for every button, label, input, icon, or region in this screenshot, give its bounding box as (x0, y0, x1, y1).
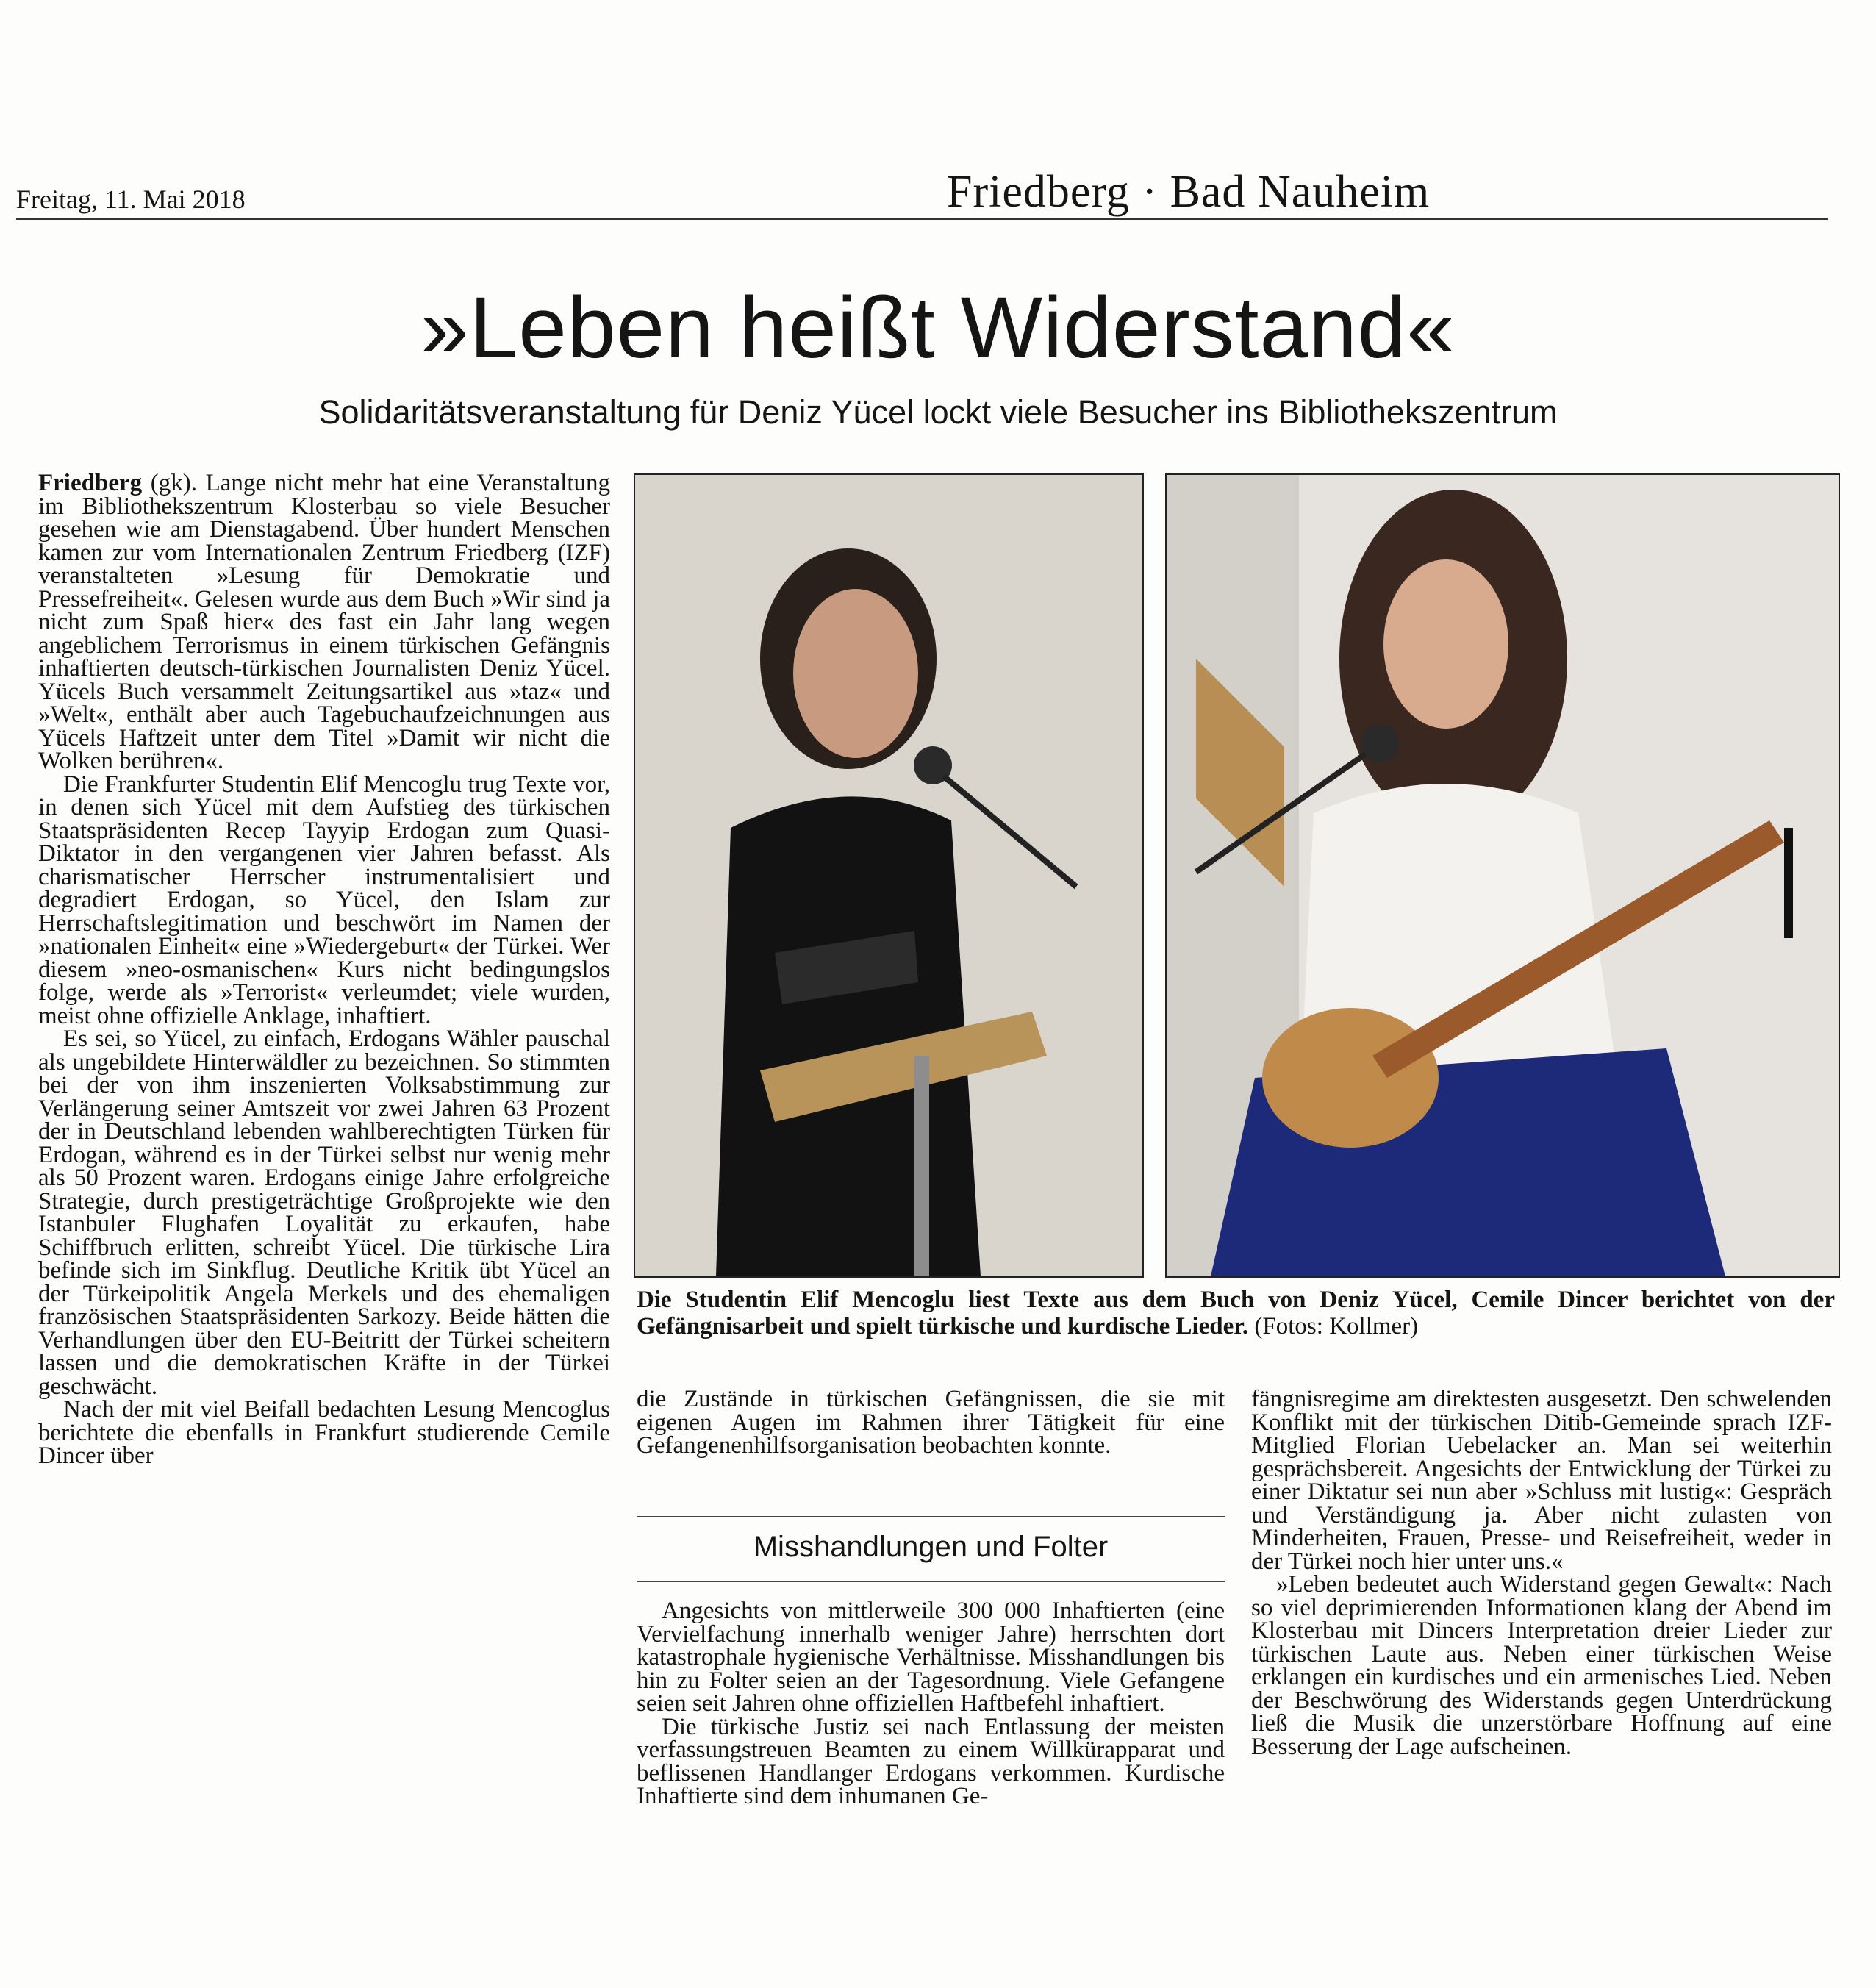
crosshead: Misshandlungen und Folter (753, 1531, 1109, 1563)
photo-reader-image (635, 475, 1142, 1276)
article-column-1 (38, 472, 610, 1468)
paragraph: Es sei, so Yücel, zu einfach, Erdogans Wähler pauschal als ungebildete Hinterwäldler zu bezeichnen. So stimmten bei der von ihm inszenierten Volksabstimmung zur Verlängerung seiner Amtszeit vor zwei Jahren 63 Prozent der in Deutschland lebenden wahlberechtigten Türken für Erdogan, während es in der Türkei selbst nur wenig mehr als 50 Prozent waren. Erdogans einige Jahre erfolgreiche Strategie, durch prestigeträchtige Großprojekte wie den Istanbuler Flughafen Loyalität zu erkaufen, habe Schiffbruch erlitten, schreibt Yücel. Die türkische Lira befinde sich im Sinkflug. Deutliche Kritik übt Yücel an der Türkeipolitik Angela Merkels und des ehemaligen französischen Staatspräsidenten Sarkozy. Beide hätten die Verhandlungen über den EU-Beitritt der Türkei scheitern lassen und die demokratischen Kräfte in der Türkei geschwächt. (38, 1026, 610, 1400)
paragraph: Nach der mit viel Beifall bedachten Lesung Mencoglus berichtete die ebenfalls in Frankfurt studierende Cemile Dincer über (38, 1396, 610, 1469)
paragraph: Die türkische Justiz sei nach Entlassung der meisten verfassungstreuen Beamten zu einem Willkürapparat und beflissenen Handlanger Erdogans verkommen. Kurdische Inhaftierte sind dem inhumanen Ge- (637, 1713, 1225, 1809)
photo-musician-image (1167, 475, 1839, 1276)
article-column-2-top (637, 1388, 1225, 1458)
paragraph: Die Frankfurter Studentin Elif Mencoglu trug Texte vor, in denen sich Yücel mit dem Aufstieg des türkischen Staatspräsidenten Recep Tayyip Erdogan zum Quasi-Diktator in den vergangenen vier Jahren befasst. Als charismatischer Herrscher instrumentalisiert und degradiert Erdogan, so Yücel, den Islam zur Herrschaftslegitimation und beschwört im Namen der »nationalen Einheit« eine »Wiedergeburt« der Türkei. Wer diesem »neo-osmanischen« Kurs nicht bedingungslos folge, werde als »Terrorist« verleumdet; viele wurden, meist ohne offizielle Anklage, inhaftiert. (38, 770, 610, 1029)
article-column-3 (1251, 1388, 1832, 1759)
subheadline: Solidaritätsveranstaltung für Deniz Yücel lockt viele Besucher ins Bibliothekszentrum (318, 393, 1558, 431)
paragraph-text: (gk). Lange nicht mehr hat eine Veranstaltung im Bibliothekszentrum Klosterbau so viele Besucher gesehen wie am Dienstagabend. Über hundert Menschen kamen zur vom Internationalen Zentrum Friedberg (IZF) veranstalteten »Lesung für Demokratie und Pressefreiheit«. Gelesen wurde aus dem Buch »Wir sind ja nicht zum Spaß hier« des fast ein Jahr lang wegen angeblichem Terrorismus in einem türkischen Gefängnis inhaftierten deutsch-türkischen Journalisten Deniz Yücel. Yücels Buch versammelt Zeitungsartikel aus »taz« und »Welt«, enthält aber auch Tagebuchaufzeichnungen aus Yücels Haftzeit unter dem Titel »Damit wir nicht die Wolken berühren«. (38, 470, 610, 774)
paragraph (38, 472, 610, 773)
publication-date: Freitag, 11. Mai 2018 (16, 185, 246, 214)
paragraph: »Leben bedeutet auch Widerstand gegen Gewalt«: Nach so viel deprimierenden Informationen klang der Abend im Klosterbau mit Dincers Interpretation dreier Lieder zur türkischen Laute aus. Neben einer türkischen Weise erklangen ein kurdisches und ein armenisches Lied. Neben der Beschwörung des Widerstands gegen Unterdrückung ließ die Musik die unzerstörbare Hoffnung auf eine Besserung der Lage aufscheinen. (1251, 1571, 1832, 1760)
header-rule (16, 218, 1828, 220)
paragraph: Angesichts von mittlerweile 300 000 Inhaftierten (eine Vervielfachung innerhalb weniger Jahre) herrschten dort katastrophale hygienische Verhältnisse. Misshandlungen bis hin zu Folter seien an der Tagesordnung. Viele Gefangene seien seit Jahren ohne offiziellen Haftbefehl inhaftiert. (637, 1598, 1225, 1717)
paragraph: fängnisregime am direktesten ausgesetzt. Den schwelenden Konflikt mit der türkischen Ditib-Gemeinde sprach IZF-Mitglied Florian Uebelacker an. Man sei weiterhin gesprächsbereit. Angesichts der Entwicklung der Türkei zu einer Diktatur sei nun aber »Schluss mit lustig«: Gespräch und Verständigung ja. Aber nicht zulasten von Minderheiten, Frauen, Presse- und Reisefreiheit, weder in der Türkei noch hier unter uns.« (1251, 1386, 1832, 1575)
photo-caption (637, 1287, 1835, 1340)
photo-credit: (Fotos: Kollmer) (1254, 1313, 1419, 1340)
caption-text: Die Studentin Elif Mencoglu liest Texte aus dem Buch von Deniz Yücel, Cemile Dincer berichtet von der Gefängnisarbeit und spielt türkische und kurdische Lieder. (637, 1287, 1835, 1340)
headline: »Leben heißt Widerstand« (420, 279, 1456, 376)
crosshead-rule-top (637, 1516, 1225, 1517)
paragraph: die Zustände in türkischen Gefängnissen, die sie mit eigenen Augen im Rahmen ihrer Tätigkeit für eine Gefangenenhilfsorganisation beobachten konnte. (637, 1386, 1225, 1459)
photo-reader (634, 473, 1144, 1278)
article-column-2 (637, 1600, 1225, 1809)
crosshead-rule-bottom (637, 1581, 1225, 1582)
photo-musician (1165, 473, 1840, 1278)
section-title: Friedberg · Bad Nauheim (947, 167, 1431, 217)
dateline: Friedberg (38, 470, 143, 496)
